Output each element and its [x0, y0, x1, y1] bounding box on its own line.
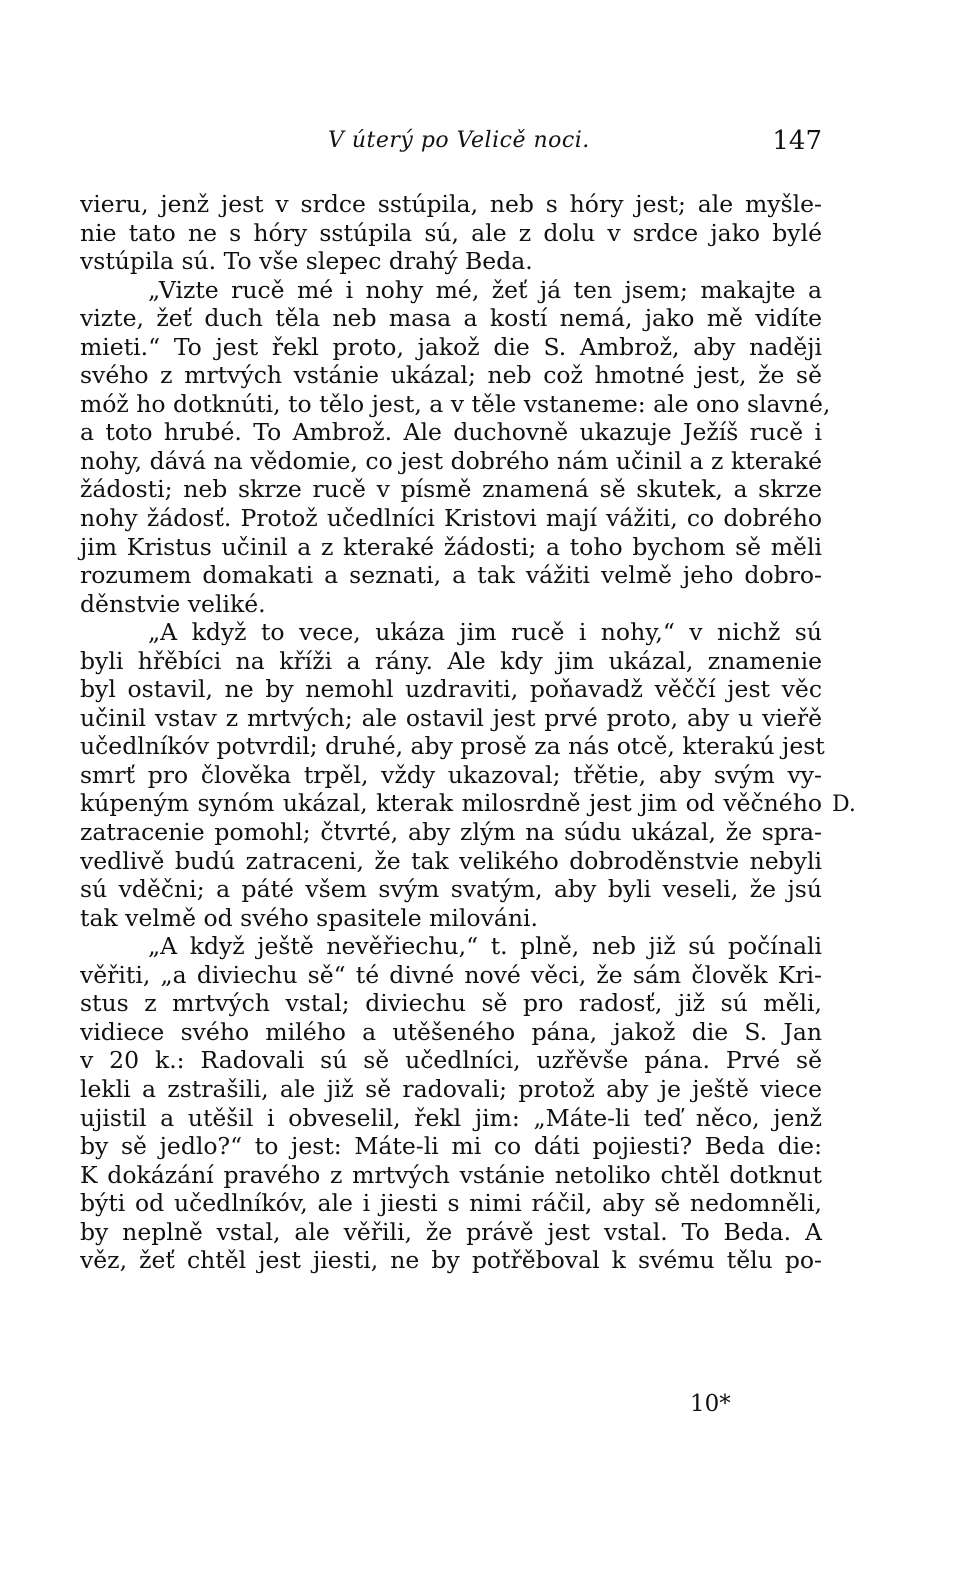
text-line: nie tato ne s hóry sstúpila sú, ale z dolu v srdce jako bylé: [80, 218, 822, 247]
text-line: mieti.“ To jest řekl proto, jakož die S. Ambrož, aby naději: [80, 332, 822, 361]
text-line: „A když ještě nevěřiechu,“ t. plně, neb již sú počínali: [148, 932, 822, 961]
text-line: učinil vstav z mrtvých; ale ostavil jest prvé proto, aby u vieřě: [80, 703, 822, 732]
text-line: jim Kristus učinil a z kteraké žádosti; a toho bychom sě měli: [80, 532, 822, 561]
text-line: vedlivě budú zatraceni, že tak velikého dobroděnstvie nebyli: [80, 846, 822, 875]
text-line: nohy, dává na vědomie, co jest dobrého nám učinil a z kteraké: [80, 446, 822, 475]
text-line: by sě jedlo?“ to jest: Máte-li mi co dáti pojiesti? Beda die:: [80, 1132, 822, 1161]
page-header: [80, 122, 822, 162]
text-line: zatracenie pomohl; čtvrté, aby zlým na súdu ukázal, že spra-: [80, 818, 822, 847]
text-line: vizte, žeť duch těla neb masa a kostí nemá, jako mě vidíte: [80, 304, 822, 333]
text-line: býti od učedlníkóv, ale i jiesti s nimi ráčil, aby sě nedomněli,: [80, 1189, 822, 1218]
text-line: „A když to vece, ukáza jim rucě i nohy,“ v nichž sú: [148, 618, 822, 647]
text-line: vidiece svého milého a utěšeného pána, jakož die S. Jan: [80, 1017, 822, 1046]
text-line: věz, žeť chtěl jest jiesti, ne by potřěboval k svému tělu po-: [80, 1246, 822, 1275]
running-title: V úterý po Velicě noci.: [328, 128, 590, 153]
text-line: byli hřěbíci na kříži a rány. Ale kdy jim ukázal, znamenie: [80, 646, 822, 675]
text-line: smrť pro člověka trpěl, vždy ukazoval; třětie, aby svým vy-: [80, 760, 822, 789]
text-line: v 20 k.: Radovali sú sě učedlníci, uzřěvše pána. Prvé sě: [80, 1046, 822, 1075]
body-text: [80, 190, 831, 1275]
margin-note: D.: [832, 792, 856, 817]
text-line: vieru, jenž jest v srdce sstúpila, neb s hóry jest; ale myšle-: [80, 190, 822, 218]
text-line: stus z mrtvých vstal; diviechu sě pro radosť, již sú měli,: [80, 989, 822, 1018]
text-line: děnstvie veliké.: [80, 589, 266, 618]
text-line: svého z mrtvých vstánie ukázal; neb což hmotné jest, že sě: [80, 361, 822, 390]
text-line: nohy žádosť. Protož učedlníci Kristovi mají vážiti, co dobrého: [80, 504, 822, 533]
text-line: kúpeným synóm ukázal, kterak milosrdně jest jim od věčného: [80, 789, 822, 818]
text-line: by neplně vstal, ale věřili, že právě jest vstal. To Beda. A: [80, 1217, 822, 1246]
text-line: lekli a zstrašili, ale již sě radovali; protož aby je ještě viece: [80, 1074, 822, 1103]
text-line: „Vizte rucě mé i nohy mé, žeť já ten jsem; makajte a: [148, 275, 822, 304]
text-line: a toto hrubé. To Ambrož. Ale duchovně ukazuje Ježíš rucě i: [80, 418, 822, 447]
text-line: rozumem domakati a seznati, a tak vážiti velmě jeho dobro-: [80, 561, 822, 590]
text-line: K dokázání pravého z mrtvých vstánie netoliko chtěl dotknut: [80, 1160, 822, 1189]
text-line: žádosti; neb skrze rucě v písmě znamená sě skutek, a skrze: [80, 475, 822, 504]
text-line: byl ostavil, ne by nemohl uzdraviti, poňavadž věččí jest věc: [80, 675, 822, 704]
text-line: móž ho dotknúti, to tělo jest, a v těle vstaneme: ale ono slavné,: [80, 389, 831, 418]
printer-signature: 10*: [690, 1391, 731, 1417]
page-number: 147: [772, 126, 822, 156]
text-line: vstúpila sú. To vše slepec drahý Beda.: [80, 247, 533, 276]
text-line: učedlníkóv potvrdil; druhé, aby prosě za nás otcě, kterakú jest: [80, 732, 825, 761]
text-line: sú vděčni; a páté všem svým svatým, aby byli veseli, že jsú: [80, 875, 822, 904]
text-line: tak velmě od svého spasitele milováni.: [80, 903, 538, 932]
text-line: ujistil a utěšil i obveselil, řekl jim: „Máte-li teď něco, jenž: [80, 1103, 822, 1132]
text-line: věřiti, „a diviechu sě“ té divné nové věci, že sám člověk Kri-: [80, 960, 822, 989]
